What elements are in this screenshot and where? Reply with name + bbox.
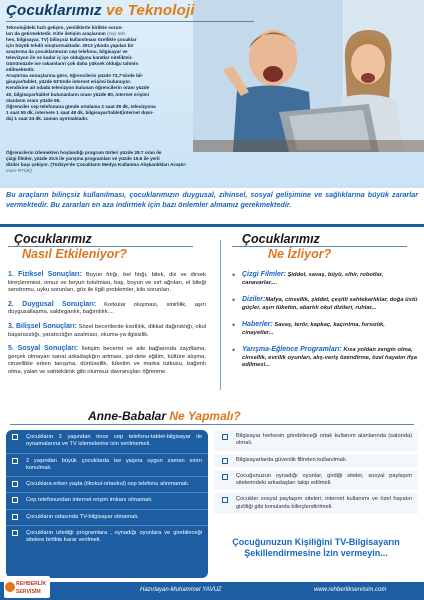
intro-line: gisayar/tablet, yüzde 63'ünde internet erişimi bulunuyor. xyxy=(6,79,132,85)
checkbox-icon xyxy=(12,481,18,487)
watch-text: Savaş, terör, kapkaç, kaçırılma, hırsızlık, cinayetler... xyxy=(242,322,385,336)
page-title xyxy=(6,2,195,19)
parents-title-part-2: Ne Yapmalı? xyxy=(169,409,241,423)
effect-label: 1. Fiziksel Sonuçları: xyxy=(8,271,82,278)
list-item: Çocukların 2 yaşından önce cep telefonu-tablet-bilgisayar ile oynamalarına ve TV izlemelerine izin verilmemeli. xyxy=(6,430,208,454)
effect-item xyxy=(8,271,206,295)
logo-text-1: REHBERLİK xyxy=(16,581,47,587)
heading-underline xyxy=(232,246,407,247)
effect-item xyxy=(8,301,206,317)
intro-line: 1 saat 55 dk, internete 1 saat 48 dk, bilgisayar/tablet(internet dışın- xyxy=(6,109,154,115)
bullet-dot-icon: • xyxy=(232,295,236,305)
watch-text: Kısa yoldan zengin olma, cinsellik, evcilik oyunları, alış-veriş özendirme, özel hayatın ifşa edilmesi... xyxy=(242,347,417,368)
intro-small-note: (cep tele- xyxy=(107,31,127,37)
list-item: Çocuğunuzun oynadığı oyunlar, girdiği siteler, sosyal paylaşım sitelerindeki arkadaşları takip edilmeli. xyxy=(214,470,418,491)
watch-item xyxy=(232,346,418,370)
parents-title-part-1: Anne-Babalar xyxy=(88,409,167,423)
checkbox-icon xyxy=(222,474,228,480)
checkbox-icon xyxy=(222,497,228,503)
intro-line: Kendisine ait odada televizyon bulunan öğrencilerin oranı yüzde xyxy=(6,85,150,91)
checkbox-icon xyxy=(222,458,228,464)
list-item: Çocuklara erken yaşta (ilkokul-ortaokul) cep telefonu alınmamalı. xyxy=(6,477,208,493)
source-note-end: ması-RTÜK) xyxy=(6,168,32,174)
watch-text: Mafya, cinsellik, şiddet, çeşitli sahtekarlıklar, doğa üstü güçler, aşırı tüketim, abartılı okul dizileri, ruhlar... xyxy=(242,297,418,311)
watch-section xyxy=(232,232,418,379)
watch-heading xyxy=(232,232,418,261)
watch-item xyxy=(232,321,418,337)
bullet-dot-icon: • xyxy=(232,345,236,355)
intro-line: Teknolojideki hızlı gelişim, yeniliklerle birlikte sorun- xyxy=(6,25,123,30)
checkbox-icon xyxy=(12,514,18,520)
effects-list xyxy=(8,271,206,377)
intro-line: Öğrencilerin izlemekten hoşlandığı program türleri yüzde 28.7 oran ile xyxy=(6,150,162,155)
parents-tips-left xyxy=(6,430,208,578)
effect-item xyxy=(8,323,206,339)
watch-subtitle: Ne İzliyor? xyxy=(268,247,332,261)
intro-line: için büyük tehdit oluşturmaktadır. 2013 yılında yapılan bir xyxy=(6,43,134,49)
intro-line: da) 1 saat 34 dk. zaman ayırmaktadır. xyxy=(6,115,89,121)
effect-item xyxy=(8,345,206,376)
list-item: Bilgisayar herkesin görebileceği ortak kullanım alanlarında (salonda) olmalı. xyxy=(214,430,418,451)
checkbox-icon xyxy=(12,530,18,536)
checkbox-icon xyxy=(12,497,18,503)
watch-item xyxy=(232,271,418,287)
heading-underline xyxy=(8,246,193,247)
intro-line: olanların oranı yüzde 65. xyxy=(6,97,61,103)
checkbox-icon xyxy=(12,434,18,440)
bullet-dot-icon: • xyxy=(232,270,236,280)
effects-title: Çocuklarımız xyxy=(14,232,92,246)
intro-line: hes, bilgisayar, TV) bilinçsiz kullanılması özellikle çocuklar xyxy=(6,37,137,43)
effects-subtitle: Nasıl Etkileniyor? xyxy=(22,247,127,261)
effect-text: İletişim becerisi ve aile bağlarında zayıflama, gerçek olmayan sanal arkadaşlığın artması, şid-dete eğilim, kültüre alışma, cinsellikle erken tanışma, dürtüsellik, tüketim ve marka tutkusu, bağımlı olma, yalan ve sahtekârlık gibi olumsuz davranışları öğrenme. xyxy=(8,346,206,375)
checkbox-icon xyxy=(222,434,228,440)
intro-line: diziler başı çekiyor. (Türkiye'de Çocukların Medya Kullanma Alışkanlıkları Araştır- xyxy=(6,162,187,168)
logo-text-2: SERVİSİM xyxy=(16,589,41,595)
list-item: Çocukler sosyal paylaşım siteleri, internet kullanımı ve özel hayatın gizliliği gibi konularda bilinçlendirilmeli. xyxy=(214,493,418,514)
bullet-dot-icon: • xyxy=(232,320,236,330)
warning-statement: Bu araçların bilinçsiz kullanılması, çocuklarımızın duygusal, zihinsel, sosyal gelişimine ve sağlıklarına büyük zararlar vermektedir. Bu zararları en aza indirmek için bazı önlemler almamız gerekmektedir. xyxy=(6,190,418,209)
watch-label: Çizgi Filmler: xyxy=(242,271,286,278)
watch-item xyxy=(232,296,418,312)
intro-line: Araştırma sonuçlarına göre, öğrencilerin yüzde 73,7'sinde bil- xyxy=(6,73,144,79)
watch-title: Çocuklarımız xyxy=(242,232,320,246)
effect-label: 3. Bilişsel Sonuçları: xyxy=(8,322,77,330)
intro-line: araştırma da çocuklarımızın cep telefonu, bilgisayar ve xyxy=(6,49,128,55)
effect-text: Sözel becerilerde kısıtlılık, dikkat dağınıklığı, okul başarısızlığı, yaratıcılığın azalması, okuma-ya ilgisizlik. xyxy=(8,323,206,338)
effects-heading xyxy=(8,232,206,261)
effect-label: 2. Duygusal Sonuçları: xyxy=(8,300,97,308)
watch-text: Şiddet, savaş, büyü, sihir, robotlar, canavarlar.... xyxy=(242,272,384,286)
title-part-1: Çocuklarımız xyxy=(6,2,102,19)
list-item: Bilgisayarlarda güvenlik filtreleri kullanılmalı. xyxy=(214,454,418,467)
title-part-2: ve Teknoloji xyxy=(106,2,195,19)
section-divider xyxy=(0,224,424,227)
intro-line: çizgi filmler, yüzde 20.5 ile yarışma programları ve yüzde 15.6 ile yerli xyxy=(6,156,160,162)
intro-line: Öğrenciler cep telefonuna günde ortalama 2 saat 39 dk, televizyona xyxy=(6,103,156,109)
source-note: (Türkiye'de Çocukların Medya Kullanma Alışkanlıkları Araştır- xyxy=(50,162,187,168)
children-with-laptop-photo xyxy=(193,0,424,152)
intro-line: edilmektedir. xyxy=(6,67,35,73)
rehberlik-servisim-logo xyxy=(4,576,50,598)
checkbox-icon xyxy=(12,458,18,464)
intro-line: ları da getirmektedir. Kitle iletişim araçlarının (cep tele- xyxy=(6,31,127,37)
effect-text: Korkular oluşması, sinirlilik, aşırı duygusallaşma, saldırganlık, bağımlılık.... xyxy=(8,301,206,316)
watch-label: Yarışma-Eğlence Programları: xyxy=(242,346,342,353)
list-item: 2 yaşından büyük çocuklarda ise yaşına uygun zaman sınırı konulmalı. xyxy=(6,454,208,478)
column-separator xyxy=(220,240,221,390)
watch-label: Diziler: xyxy=(242,296,266,303)
intro-continued xyxy=(6,150,416,174)
list-item: Cep telefonundan internet erişim imkanı olmamalı. xyxy=(6,493,208,509)
watch-list xyxy=(232,271,418,370)
parents-list-left xyxy=(6,430,208,549)
photo-illustration xyxy=(193,0,424,152)
intro-line: Günümüzde ise rakamların çok daha yüksek olduğu tahmin xyxy=(6,61,139,67)
list-item: Çocukların izlediği programlara , oynadığı oyunlara ve girebileceği sitelere birlikte karar verilmeli. xyxy=(6,526,208,549)
slogan: Çocuğunuzun Kişiliğini TV-Bilgisayarın Şekillendirmesine İzin vermeyin... xyxy=(232,537,400,558)
effect-label: 5. Sosyal Sonuçları: xyxy=(8,345,79,353)
intro-text xyxy=(6,25,190,122)
intro-line: 40, bilgisayar/tablet bulunanların oranı yüzde 80, internet erişimi xyxy=(6,91,150,97)
parents-title-underline xyxy=(10,424,414,425)
watch-label: Haberler: xyxy=(242,321,273,328)
website-link[interactable]: www.rehberlikservisim.com xyxy=(314,587,387,593)
title-underline xyxy=(6,21,254,22)
list-item: Çocukların odasında TV-bilgisayar olmamalı. xyxy=(6,510,208,526)
effect-text: Boyun fıtığı, bel fıtığı, bilek, diz ve dirsek kireçlenmesi, omuz ve boyun tutulması, baş, boyun ve sırt ağrıları, el bileği sendromu, uyku sorunları, göz ile ilgili problemler, kilo sorunları. xyxy=(8,272,206,294)
parents-title xyxy=(88,409,241,423)
prepared-by: Hazırlayan-Muhammet YAVUZ xyxy=(140,587,222,593)
parents-list-right xyxy=(214,430,418,514)
intro-line: televizyon ile ne kadar iç içe olduğunu kanıtlar nitelikteir. xyxy=(6,55,133,61)
effects-section xyxy=(8,232,206,383)
